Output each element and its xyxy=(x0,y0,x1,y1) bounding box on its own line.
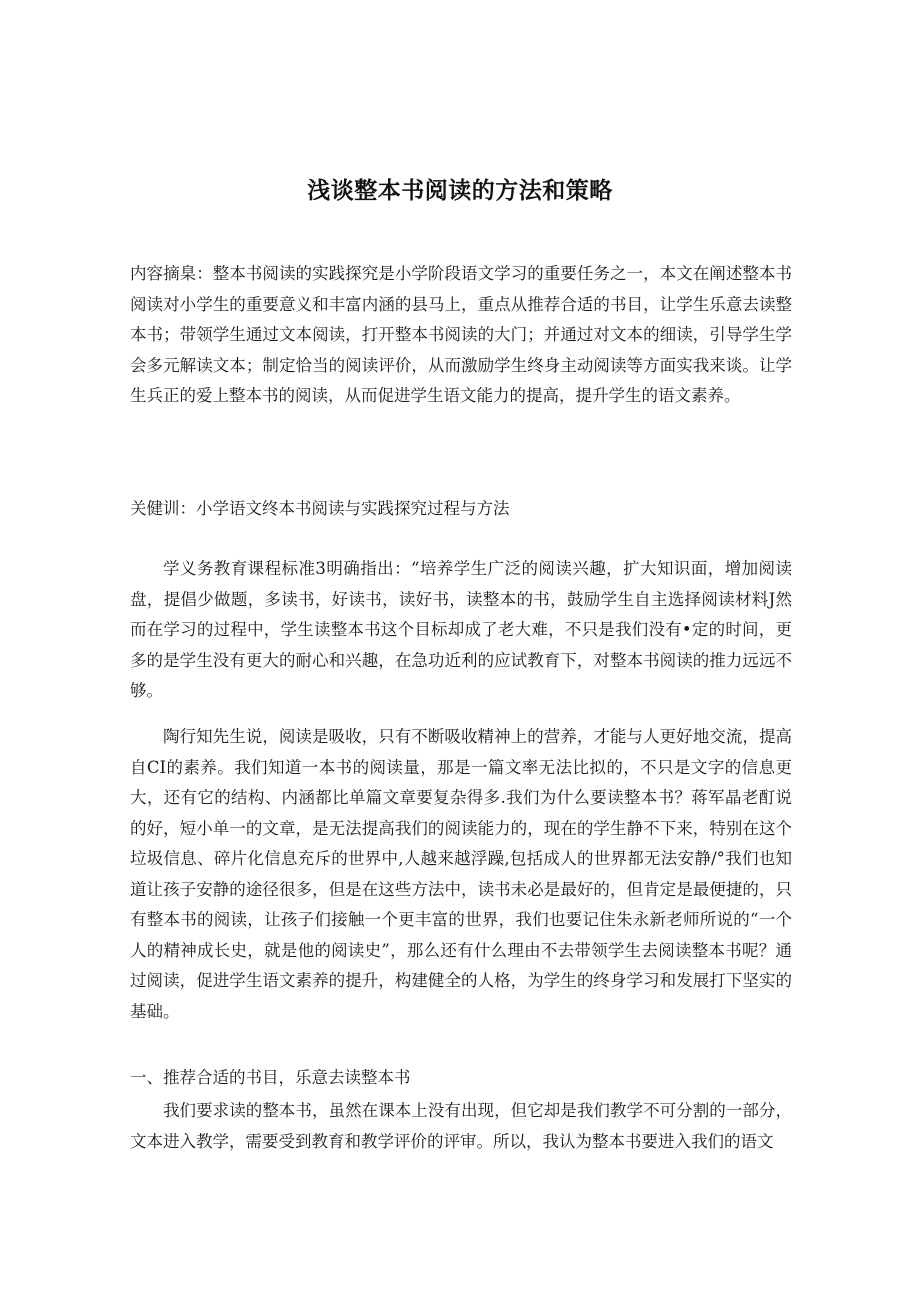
abstract xyxy=(130,259,792,412)
section-heading: 一、推荐合适的书目，乐意去读整本书 xyxy=(130,1068,411,1087)
abstract-text: 整本书阅读的实践探究是小学阶段语文学习的重要任务之一，本文在阐述整本书阅读对小学生的重要意义和丰富内涵的县马上，重点从推荐合适的书目，让学生乐意去读整本书；带领学生通过文本阅读，打开整本书阅读的大门；并通过对文本的细读，引导学生学会多元解读文本；制定恰当的阅读评价，从而激励学生终身主动阅读等方面实我来谈。让学生兵正的爱上整本书的阅读，从而促进学生语文能力的提高，提升学生的语文素养。 xyxy=(130,264,793,405)
keywords xyxy=(130,494,792,525)
keywords-text: 小学语文终本书阅读与实践探究过程与方法 xyxy=(196,499,510,518)
document-title: 浅谈整本书阅读的方法和策略 xyxy=(307,178,613,204)
abstract-label: 内容摘臬： xyxy=(130,264,213,283)
body-paragraph: 我们要求读的整本书，虽然在课本上没有出现，但它却是我们教学不可分割的一部分，文本进入教学，需要受到教育和教学评价的评审。所以，我认为整本书要进入我们的语文 xyxy=(130,1101,792,1151)
body-paragraph: 学义务教育课程标准3明确指出：“培养学生广泛的阅读兴趣，扩大知识面，增加阅读盘，提倡少做题，多读书，好读书，读好书，读整本的书，鼓励学生自主选择阅读材料J然而在学习的过程中，学生读整本书这个目标却成了老大难，不只是我们没有•定的时间，更多的是学生没有更大的耐心和兴趣，在急功近利的应试教育下，对整本书阅读的推力远远不够。 xyxy=(130,559,792,700)
keywords-label: 关健训： xyxy=(130,499,196,518)
body-paragraph: 陶行知先生说，阅读是吸收，只有不断吸收精神上的营养，才能与人更好地交流，提高自CI的素养。我们知道一本书的阅读量，那是一篇文率无法比拟的，不只是文字的信息更大，还有它的结构、内涵都比单篇文章要复杂得多.我们为什么要读整本书？蒋军晶老酊说的好，短小单一的文章，是无法提高我们的阅读能力的，现在的学生静不下来，特别在这个垃圾信息、碎片化信息充斥的世界中,人越来越浮躁,包括成人的世界都无法安静/°我们也知道让孩子安静的途径很多，但是在这些方法中，读书未必是最好的，但肯定是最便捷的，只有整本书的阅读，让孩子们接触一个更丰富的世界，我们也要记住朱永新老师所说的“一个人的精神成长史，就是他的阅读史”，那么还有什么理由不去带领学生去阅读整本书呢？通过阅读，促进学生语文素养的提升，构建健全的人格，为学生的终身学习和发展打下坚实的基础。 xyxy=(130,727,792,1021)
